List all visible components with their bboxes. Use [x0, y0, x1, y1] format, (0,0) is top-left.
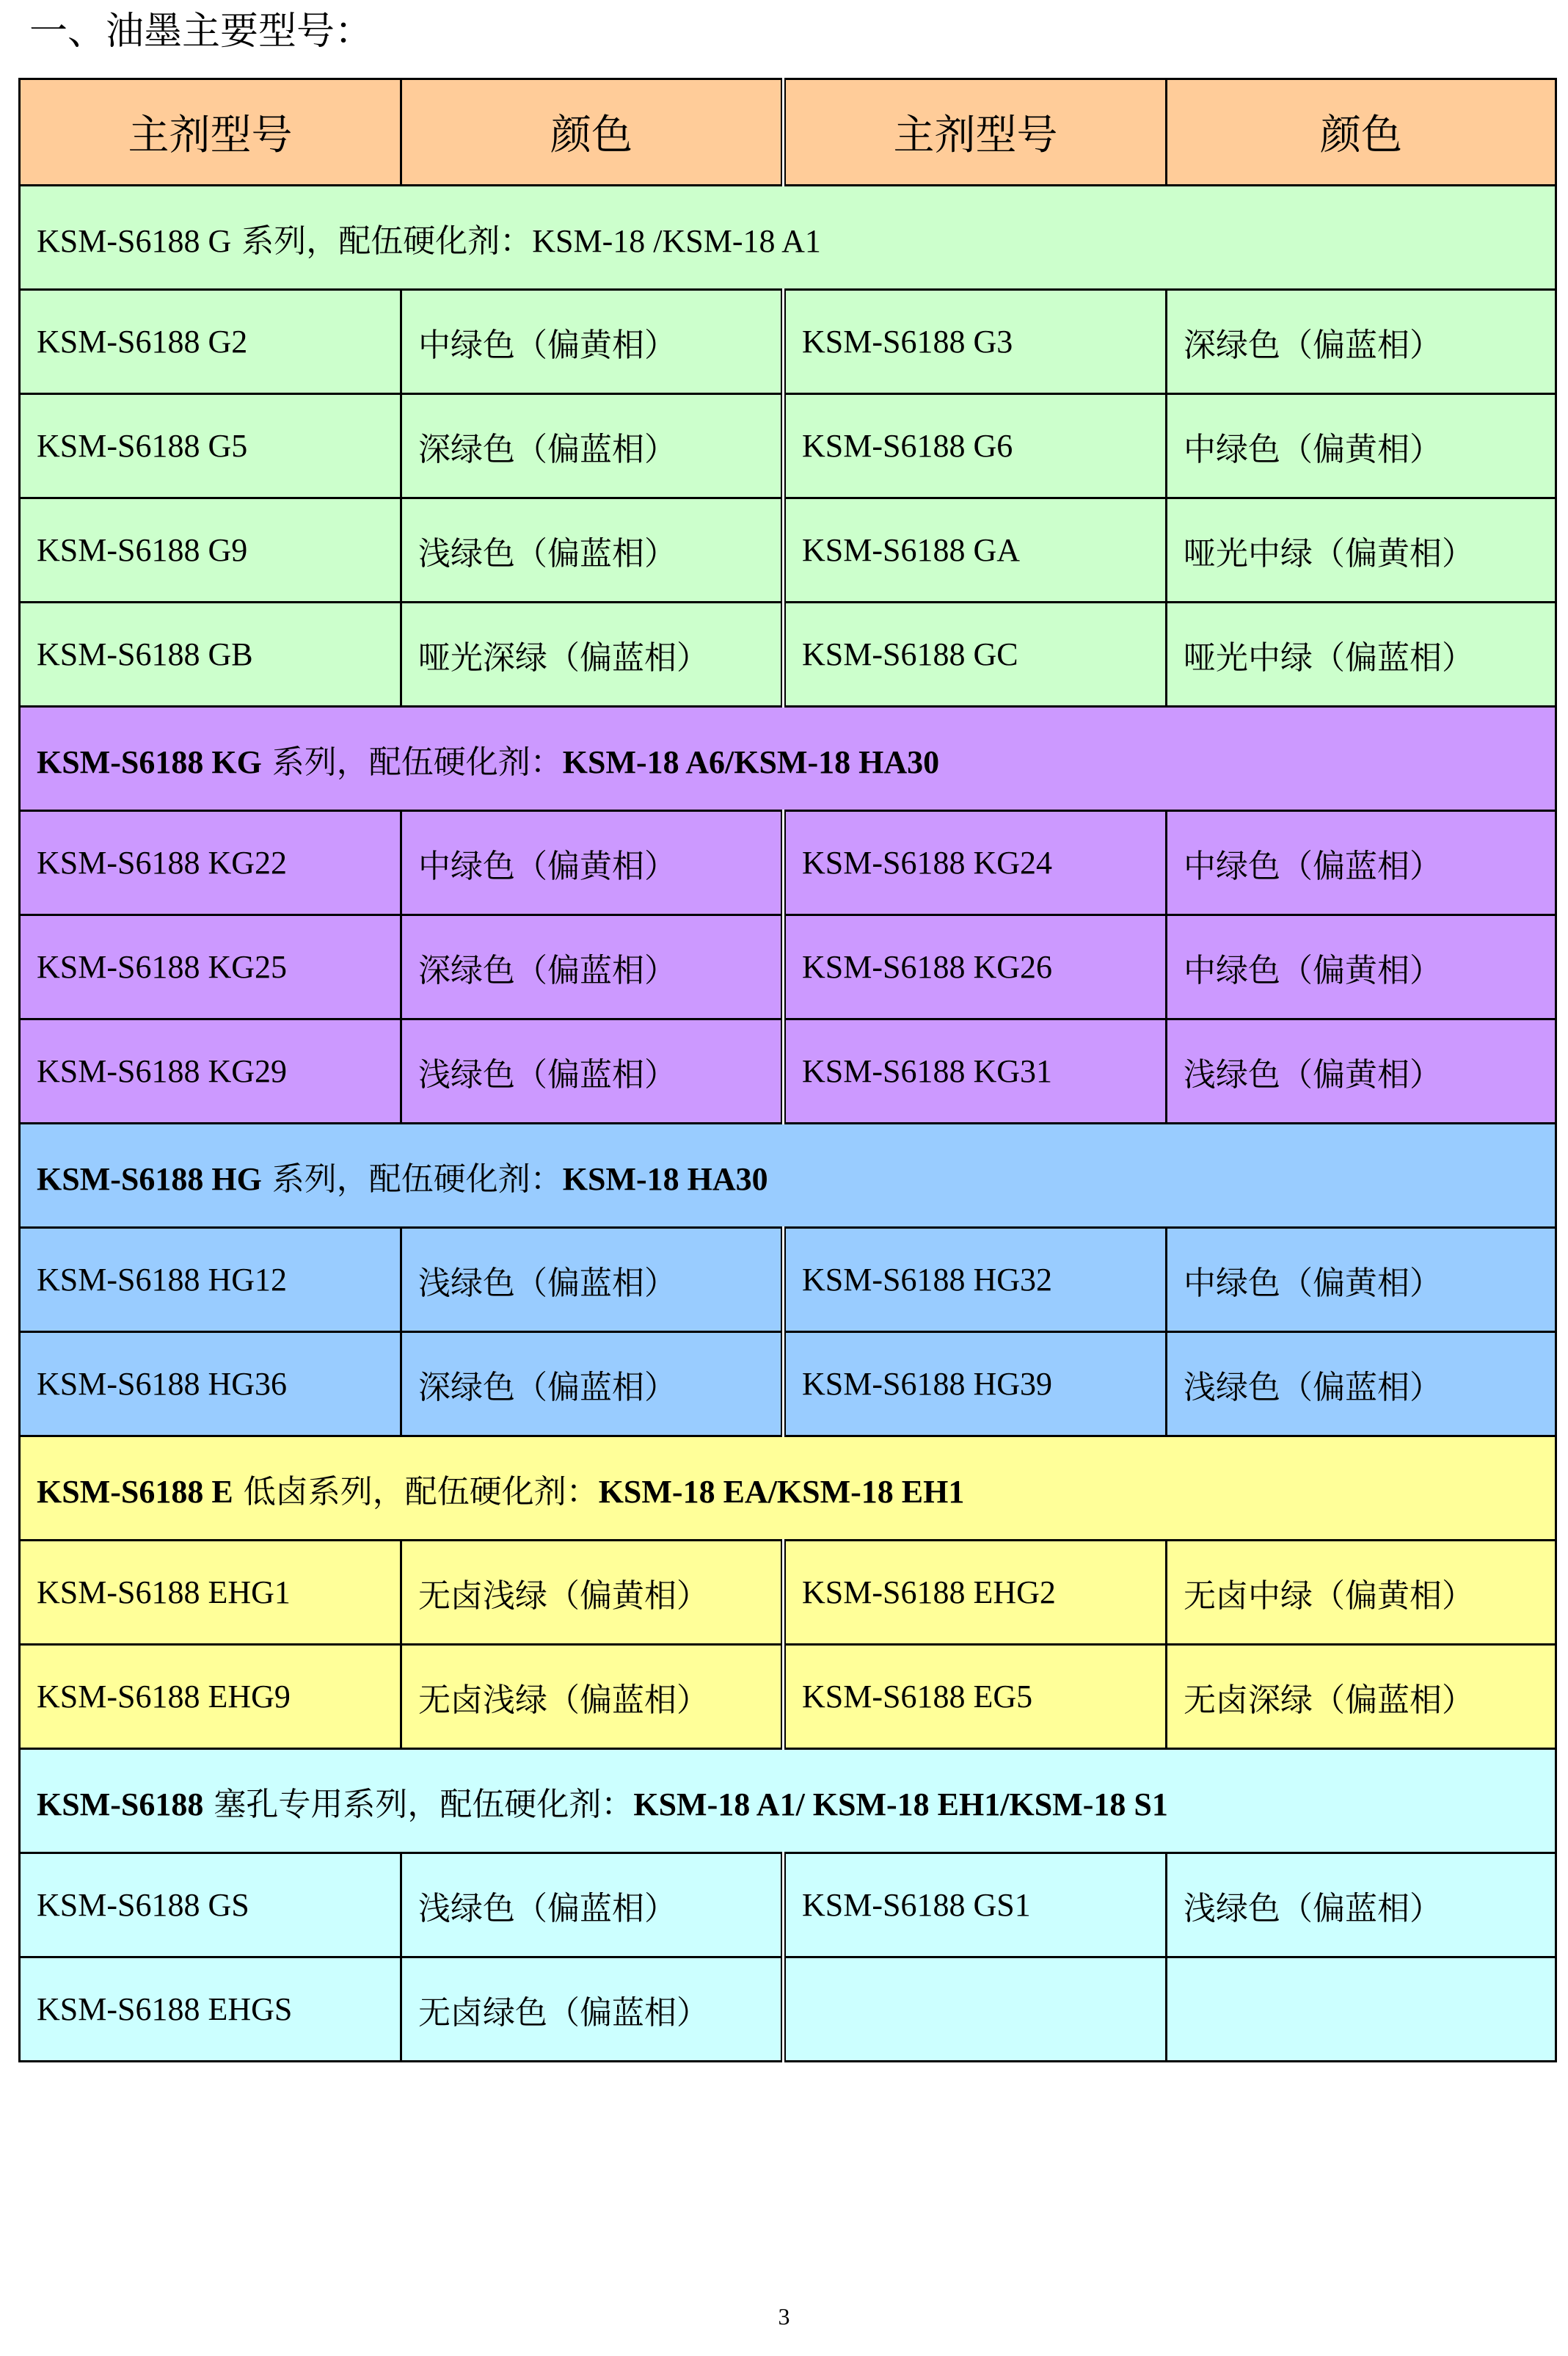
- color-cell: 无卤中绿（偏黄相）: [1167, 1541, 1556, 1645]
- model-cell: KSM-S6188 KG29: [20, 1019, 401, 1124]
- series-row-s: [20, 1749, 1556, 1853]
- color-cell: 浅绿色（偏蓝相）: [401, 1228, 784, 1332]
- series-name: KSM-S6188 G: [37, 222, 232, 259]
- color-cell: 浅绿色（偏黄相）: [1167, 1019, 1556, 1124]
- table-row: [20, 1957, 1556, 2062]
- model-cell: KSM-S6188 KG31: [784, 1019, 1167, 1124]
- table-row: [20, 1332, 1556, 1436]
- model-cell: KSM-S6188 HG32: [784, 1228, 1167, 1332]
- page-number: 3: [778, 2303, 790, 2330]
- model-cell: KSM-S6188 HG12: [20, 1228, 401, 1332]
- model-cell: KSM-S6188 GA: [784, 498, 1167, 603]
- color-cell: 浅绿色（偏蓝相）: [401, 498, 784, 603]
- model-cell: KSM-S6188 G5: [20, 394, 401, 498]
- series-row-hg: [20, 1124, 1556, 1228]
- series-mid: 系列，配伍硬化剂：: [271, 743, 563, 781]
- color-cell: [1167, 1957, 1556, 2062]
- model-cell: KSM-S6188 EHG9: [20, 1645, 401, 1749]
- color-cell: 深绿色（偏蓝相）: [401, 915, 784, 1019]
- model-cell: KSM-S6188 EHGS: [20, 1957, 401, 2062]
- series-mid: 系列，配伍硬化剂：: [271, 1160, 563, 1198]
- series-hardener: KSM-18 EA/KSM-18 EH1: [598, 1473, 965, 1510]
- series-name: KSM-S6188: [37, 1786, 204, 1822]
- table-row: [20, 915, 1556, 1019]
- model-cell: KSM-S6188 G3: [784, 290, 1167, 394]
- model-cell: KSM-S6188 KG24: [784, 811, 1167, 915]
- color-cell: 中绿色（偏黄相）: [1167, 1228, 1556, 1332]
- model-cell: KSM-S6188 G9: [20, 498, 401, 603]
- table-row: [20, 498, 1556, 603]
- color-cell: 无卤绿色（偏蓝相）: [401, 1957, 784, 2062]
- header-model: 主剂型号: [784, 79, 1167, 186]
- model-cell: KSM-S6188 KG25: [20, 915, 401, 1019]
- series-row-kg: [20, 707, 1556, 811]
- series-hardener: KSM-18 /KSM-18 A1: [532, 222, 821, 259]
- model-cell: KSM-S6188 HG36: [20, 1332, 401, 1436]
- series-label: [20, 1124, 1556, 1228]
- model-cell: KSM-S6188 GS1: [784, 1853, 1167, 1957]
- series-mid: 塞孔专用系列，配伍硬化剂：: [203, 1785, 634, 1823]
- table-row: [20, 394, 1556, 498]
- series-label: [20, 186, 1556, 290]
- table-header-row: [20, 79, 1556, 186]
- header-color: 颜色: [401, 79, 784, 186]
- color-cell: 深绿色（偏蓝相）: [401, 1332, 784, 1436]
- color-cell: 无卤浅绿（偏黄相）: [401, 1541, 784, 1645]
- header-model: 主剂型号: [20, 79, 401, 186]
- model-cell: KSM-S6188 HG39: [784, 1332, 1167, 1436]
- series-mid: 系列，配伍硬化剂：: [241, 222, 533, 260]
- series-mid: 低卤系列，配伍硬化剂：: [243, 1472, 599, 1510]
- model-cell: KSM-S6188 G6: [784, 394, 1167, 498]
- table-row: [20, 1228, 1556, 1332]
- color-cell: 浅绿色（偏蓝相）: [1167, 1853, 1556, 1957]
- series-name: KSM-S6188 HG: [37, 1160, 262, 1197]
- color-cell: 哑光深绿（偏蓝相）: [401, 603, 784, 707]
- color-cell: 深绿色（偏蓝相）: [401, 394, 784, 498]
- color-cell: 无卤深绿（偏蓝相）: [1167, 1645, 1556, 1749]
- model-cell: KSM-S6188 KG22: [20, 811, 401, 915]
- series-label: [20, 1436, 1556, 1541]
- model-cell: KSM-S6188 KG26: [784, 915, 1167, 1019]
- table-row: [20, 1541, 1556, 1645]
- model-cell: KSM-S6188 EG5: [784, 1645, 1167, 1749]
- model-cell: KSM-S6188 EHG2: [784, 1541, 1167, 1645]
- color-cell: 无卤浅绿（偏蓝相）: [401, 1645, 784, 1749]
- color-cell: 哑光中绿（偏蓝相）: [1167, 603, 1556, 707]
- section-heading: 一、油墨主要型号：: [29, 10, 373, 54]
- table-row: [20, 1853, 1556, 1957]
- series-hardener: KSM-18 HA30: [562, 1160, 768, 1197]
- table-row: [20, 290, 1556, 394]
- series-name: KSM-S6188 KG: [37, 743, 262, 780]
- color-cell: 浅绿色（偏蓝相）: [401, 1853, 784, 1957]
- model-cell: KSM-S6188 EHG1: [20, 1541, 401, 1645]
- table-row: [20, 603, 1556, 707]
- color-cell: 中绿色（偏黄相）: [1167, 915, 1556, 1019]
- color-cell: 中绿色（偏蓝相）: [1167, 811, 1556, 915]
- series-row-e: [20, 1436, 1556, 1541]
- series-label: [20, 707, 1556, 811]
- color-cell: 浅绿色（偏蓝相）: [401, 1019, 784, 1124]
- series-hardener: KSM-18 A1/ KSM-18 EH1/KSM-18 S1: [633, 1786, 1168, 1822]
- color-cell: 浅绿色（偏蓝相）: [1167, 1332, 1556, 1436]
- series-row-g: [20, 186, 1556, 290]
- model-cell: KSM-S6188 GS: [20, 1853, 401, 1957]
- table-row: [20, 1645, 1556, 1749]
- color-cell: 中绿色（偏黄相）: [401, 290, 784, 394]
- header-color: 颜色: [1167, 79, 1556, 186]
- model-cell: KSM-S6188 G2: [20, 290, 401, 394]
- color-cell: 中绿色（偏黄相）: [401, 811, 784, 915]
- series-hardener: KSM-18 A6/KSM-18 HA30: [562, 743, 940, 780]
- table-row: [20, 811, 1556, 915]
- series-name: KSM-S6188 E: [37, 1473, 233, 1510]
- color-cell: 中绿色（偏黄相）: [1167, 394, 1556, 498]
- table-row: [20, 1019, 1556, 1124]
- series-label: [20, 1749, 1556, 1853]
- color-cell: 深绿色（偏蓝相）: [1167, 290, 1556, 394]
- model-cell: KSM-S6188 GB: [20, 603, 401, 707]
- model-cell: KSM-S6188 GC: [784, 603, 1167, 707]
- color-cell: 哑光中绿（偏黄相）: [1167, 498, 1556, 603]
- ink-model-table: [18, 78, 1557, 2062]
- model-cell: [784, 1957, 1167, 2062]
